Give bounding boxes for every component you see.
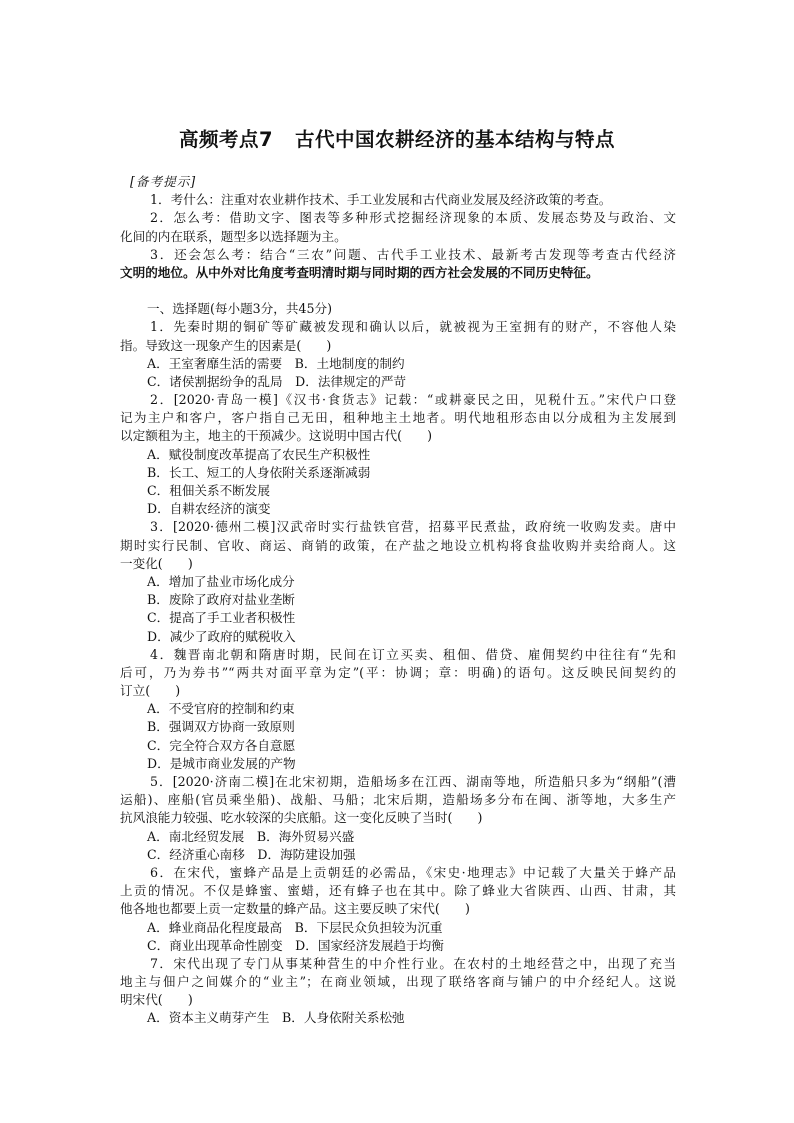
question-stem-line: 5．[2020·济南二模]在北宋初期，造船场多在江西、湖南等地，所造船只多为“纲船”(漕 bbox=[150, 774, 676, 789]
question-stem-line: 抗风浪能力较强、吃水较深的尖底船。这一变化反映了当时( ) bbox=[120, 810, 483, 826]
hint-item-line: 1．考什么：注重对农业耕作技术、手工业发展和古代商业发展及经济政策的考查。 bbox=[150, 192, 612, 208]
answer-option: D．自耕农经济的演变 bbox=[147, 501, 271, 517]
question-stem-line: 地主与佃户之间媒介的“业主”；在商业领域，出现了联络客商与铺户的中介经纪人。这说 bbox=[120, 974, 676, 990]
hint-label: [备考提示] bbox=[130, 174, 197, 189]
answer-option: A．不受官府的控制和约束 bbox=[147, 701, 295, 717]
question-item bbox=[120, 864, 676, 955]
question-stem-line: 运船)、座船(官员乘坐船)、战船、马船；北宋后期，造船场多分布在闽、浙等地，大多生产 bbox=[120, 792, 676, 808]
question-stem-line: 后可，乃为券书”“两共对面平章为定”(平：协调；章：明确)的语句。这反映民间契约的 bbox=[120, 664, 676, 680]
answer-option: A．资本主义萌芽产生 B．人身依附关系松弛 bbox=[147, 1010, 405, 1026]
hint-item-line: 文明的地位。从中外对比角度考查明清时期与同时期的西方社会发展的不同历史特征。 bbox=[120, 264, 599, 280]
answer-option: C．经济重心南移 D．海防建设加强 bbox=[147, 846, 356, 862]
answer-option: C．商业出现革命性剧变 D．国家经济发展趋于均衡 bbox=[147, 937, 444, 953]
title-label: 高频考点7 bbox=[178, 128, 274, 151]
answer-option: D．是城市商业发展的产物 bbox=[147, 755, 296, 771]
question-stem-line: 6．在宋代，蜜蜂产品是上贡朝廷的必需品，《宋史·地理志》中记载了大量关于蜂产品 bbox=[150, 864, 676, 880]
answer-option: A．赋役制度改革提高了农民生产积极性 bbox=[147, 446, 371, 462]
answer-option: A．增加了盐业市场化成分 bbox=[147, 573, 295, 589]
question-item bbox=[120, 773, 676, 864]
page-title bbox=[0, 124, 794, 152]
answer-option: C．完全符合双方各自意愿 bbox=[147, 737, 296, 753]
question-stem-line: 上贡的情况。不仅是蜂蜜、蜜蜡，还有蜂子也在其中。除了蜂业大省陕西、山西、甘肃，其 bbox=[120, 883, 676, 899]
question-stem-line: 7．宋代出现了专门从事某种营生的中介性行业。在农村的土地经营之中，出现了充当 bbox=[150, 955, 676, 971]
question-stem-line: 1．先秦时期的铜矿等矿藏被发现和确认以后，就被视为王室拥有的财产，不容他人染 bbox=[150, 319, 676, 335]
answer-option: A．蜂业商品化程度最高 B．下层民众负担较为沉重 bbox=[147, 919, 443, 935]
hint-item-line: 化间的内在联系，题型多以选择题为主。 bbox=[120, 228, 347, 244]
answer-option: A．南北经贸发展 B．海外贸易兴盛 bbox=[147, 828, 355, 844]
answer-option: C．诸侯割据纷争的乱局 D．法律规定的严苛 bbox=[147, 373, 407, 389]
question-stem-line: 一变化( ) bbox=[120, 555, 193, 571]
answer-option: A．王室奢靡生活的需要 B．土地制度的制约 bbox=[147, 355, 405, 371]
answer-option: C．提高了手工业者积极性 bbox=[147, 610, 296, 626]
question-stem-line: 记为主户和客户，客户指自己无田，租种地主土地者。明代地租形态由以分成租为主发展到 bbox=[120, 410, 676, 426]
title-text: 古代中国农耕经济的基本结构与特点 bbox=[295, 128, 616, 151]
answer-option: C．租佃关系不断发展 bbox=[147, 483, 270, 498]
hint-item-line: 3．还会怎么考：结合“三农”问题、古代手工业技术、最新考古发现等考查古代经济 bbox=[150, 246, 676, 262]
hint-item-line: 2．怎么考：借助文字、图表等多种形式挖掘经济现象的本质、发展态势及与政治、文 bbox=[150, 210, 676, 226]
question-stem-line: 订立( ) bbox=[120, 683, 181, 699]
answer-option: B．强调双方协商一致原则 bbox=[147, 719, 295, 735]
question-item bbox=[120, 646, 676, 773]
question-item bbox=[120, 518, 676, 645]
answer-option: D．减少了政府的赋税收入 bbox=[147, 628, 296, 644]
question-item bbox=[120, 391, 676, 518]
hint-list bbox=[120, 191, 676, 282]
question-stem-line: 2．[2020·青岛一模]《汉书·食货志》记载：“或耕豪民之田，见税什五。”宋代户口登 bbox=[150, 392, 676, 408]
question-stem-line: 他各地也都要上贡一定数量的蜂产品。这主要反映了宋代( ) bbox=[120, 901, 470, 917]
section-heading: 一、选择题(每小题3分，共45分) bbox=[147, 301, 332, 317]
question-stem-line: 期时实行民制、官收、商运、商销的政策，在产盐之地设立机构将食盐收购并卖给商人。这 bbox=[120, 537, 676, 553]
question-stem-line: 3．[2020·德州二模]汉武帝时实行盐铁官营，招募平民煮盐，政府统一收购发卖。唐中 bbox=[150, 519, 676, 535]
question-stem-line: 明宋代( ) bbox=[120, 992, 193, 1008]
question-stem-line: 4．魏晋南北朝和隋唐时期，民间在订立买卖、租佃、借贷、雇佣契约中往往有“先和 bbox=[150, 646, 676, 662]
question-stem-line: 以定额租为主，地主的干预减少。这说明中国古代( ) bbox=[120, 428, 433, 444]
question-stem-line: 指。导致这一现象产生的因素是( ) bbox=[120, 337, 332, 353]
question-item bbox=[120, 318, 676, 391]
answer-option: B．废除了政府对盐业垄断 bbox=[147, 592, 295, 608]
question-list bbox=[120, 318, 676, 1027]
answer-option: B．长工、短工的人身依附关系逐渐减弱 bbox=[147, 464, 371, 480]
document-body bbox=[120, 173, 676, 1028]
question-item bbox=[120, 955, 676, 1028]
